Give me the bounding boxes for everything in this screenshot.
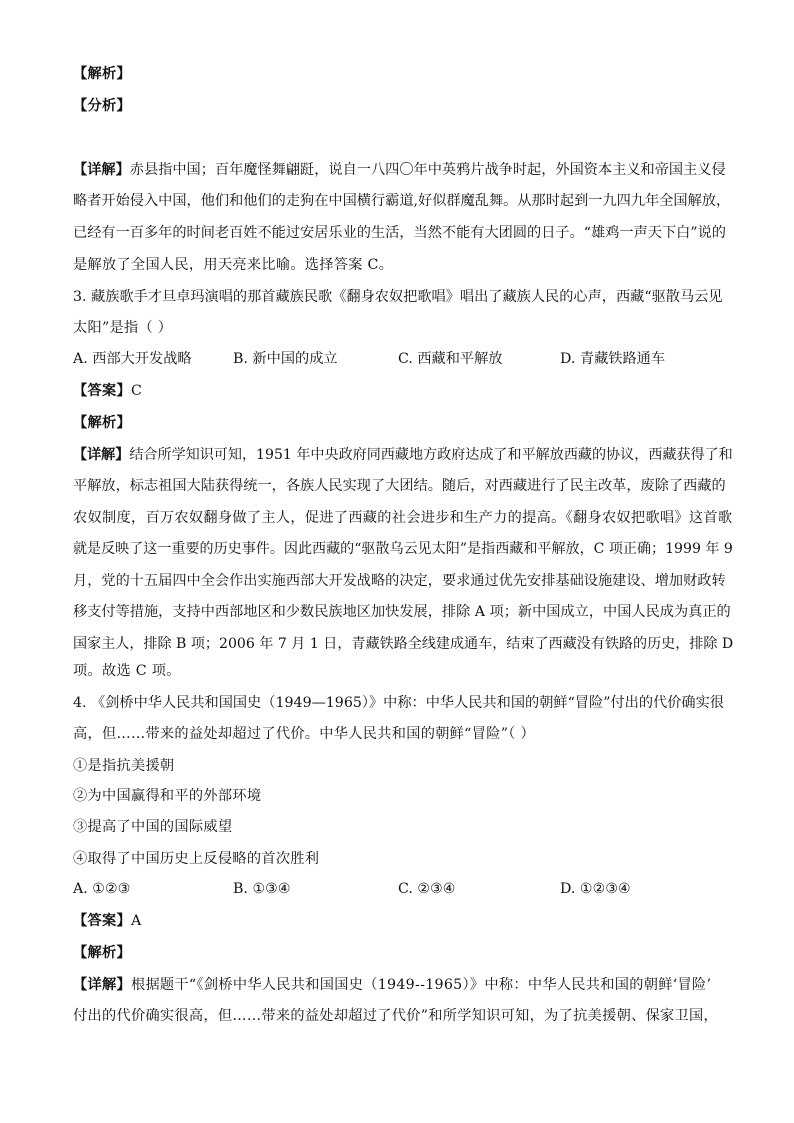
section-label: 【详解】 [73,162,130,178]
text-line: 农奴制度，百万农奴翻身做了主人，促进了西藏的社会进步和生产力的提高。《翻身农奴把歌唱》这首歌 [73,510,733,526]
text-line: 高，但……带来的益处却超过了代价。中华人民共和国的朝鲜“冒险”（ ） [73,726,535,742]
text-line: 平解放，标志祖国大陆获得统一，各族人民实现了大团结。随后，对西藏进行了民主改革，废除了西藏的 [73,478,726,494]
text-line: ③提高了中国的国际威望 [73,819,233,835]
section-label: 【解析】 [73,945,131,961]
text-line: ②为中国赢得和平的外部环境 [73,788,262,804]
option-c: C. 西藏和平解放 [398,351,503,367]
text-content: A [130,913,142,929]
option-d: D. ①②③④ [560,881,631,897]
option-c: C. ②③④ [398,881,456,897]
option-b: B. ①③④ [233,881,291,897]
text-content: 赤县指中国；百年魔怪舞翩跹，说自一八四〇年中英鸦片战争时起，外国资本主义和帝国主义侵 [129,162,726,178]
option-b: B. 新中国的成立 [233,351,338,367]
section-label: 【解析】 [73,415,131,431]
text-line [73,160,733,180]
text-line: 国家主人，排除 B 项；2006 年 7 月 1 日，青藏铁路全线建成通车，结束了西藏没有铁路的历史，排除 D [73,636,734,652]
answer-options [73,349,733,369]
text-line [73,381,733,401]
text-content: 根据题干“《剑桥中华人民共和国国史（1949--1965）》中称：中华人民共和国的朝鲜‘冒险’ [130,977,712,993]
text-line [73,911,733,931]
section-label: 【分析】 [73,98,131,114]
text-line: 太阳”是指（ ） [73,320,173,336]
text-line: 移支付等措施，支持中西部地区和少数民族地区加快发展，排除 A 项；新中国成立，中国人民成为真正的 [73,604,731,620]
text-content: C [130,383,143,399]
option-a: A. 西部大开发战略 [73,351,192,367]
text-line: 已经有一百多年的时间老百姓不能过安居乐业的生活，当然不能有大团圆的日子。“雄鸡一声天下白”说的 [73,225,726,241]
option-a: A. ①②③ [73,881,131,897]
text-line: 3. 藏族歌手才旦卓玛演唱的那首藏族民歌《翻身农奴把歌唱》唱出了藏族人民的心声，西藏“驱散马云见 [73,289,723,305]
text-line: 付出的代价确实很高，但……带来的益处却超过了代价”和所学知识可知，为了抗美援朝、保家卫国， [73,1008,719,1024]
option-d: D. 青藏铁路通车 [560,351,666,367]
text-content: 结合所学知识可知，1951 年中央政府同西藏地方政府达成了和平解放西藏的协议，西藏获得了和 [129,447,733,463]
text-line: 略者开始侵入中国，他们和他们的走狗在中国横行霸道,好似群魔乱舞。从那时起到一九四九年全国解放， [73,193,731,209]
text-line [73,975,733,995]
text-line [73,445,733,465]
section-label: 【详解】 [73,447,130,463]
section-label: 【答案】 [73,383,131,399]
section-label: 【答案】 [73,913,131,929]
text-line: 项。故选 C 项。 [73,663,181,679]
text-line: ①是指抗美援朝 [73,758,175,774]
text-line: 就是反映了这一重要的历史事件。因此西藏的“驱散乌云见太阳”是指西藏和平解放，C 项正确；1999 年 9 [73,541,733,557]
answer-options [73,879,733,899]
text-line: 是解放了全国人民，用天亮来比喻。选择答案 C。 [73,257,394,273]
text-line: ④取得了中国历史上反侵略的首次胜利 [73,851,320,867]
section-label: 【详解】 [73,977,131,993]
text-line: 4. 《剑桥中华人民共和国国史（1949—1965）》中称：中华人民共和国的朝鲜“冒险”付出的代价确实很 [73,695,724,711]
text-line: 月，党的十五届四中全会作出实施西部大开发战略的决定，要求通过优先安排基础设施建设、增加财政转 [73,573,726,589]
section-label: 【解析】 [73,66,131,82]
